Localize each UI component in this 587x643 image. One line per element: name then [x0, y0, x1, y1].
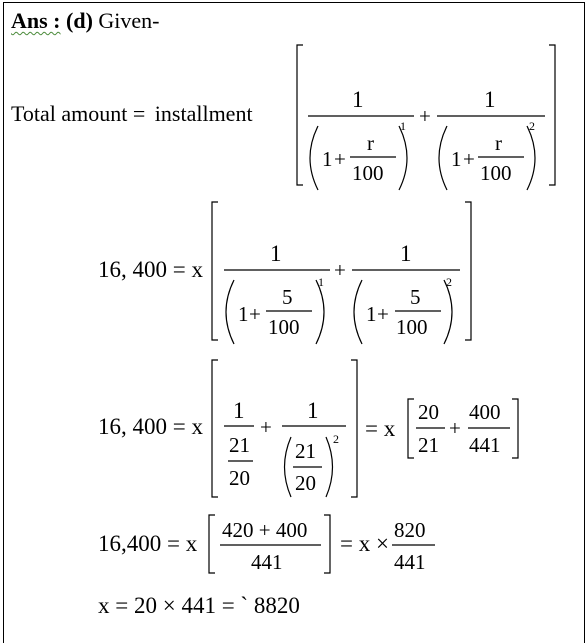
svg-text:100: 100	[352, 161, 384, 185]
svg-text:2: 2	[333, 432, 339, 446]
svg-text:1: 1	[270, 241, 282, 266]
svg-text:+: +	[334, 147, 346, 171]
l4-lhs: 16,400 = x	[98, 531, 198, 556]
svg-text:1: 1	[318, 275, 324, 289]
svg-text:1: 1	[233, 398, 245, 423]
l1-num1: 1	[352, 87, 364, 112]
svg-text:420 + 400: 420 + 400	[222, 518, 308, 542]
svg-text:5: 5	[410, 285, 421, 309]
svg-text:+: +	[377, 302, 389, 326]
installment-word: installment	[154, 101, 253, 126]
l3-lhs: 16, 400 = x	[98, 414, 203, 439]
ans-label: Ans :	[11, 8, 61, 33]
svg-text:20: 20	[418, 400, 439, 424]
option-label: (d)	[66, 8, 93, 33]
l1-num2: 1	[484, 87, 496, 112]
svg-text:20: 20	[295, 471, 316, 495]
line1-left-bracket	[297, 45, 303, 185]
given-label: Given-	[98, 8, 160, 33]
svg-text:441: 441	[251, 550, 283, 574]
l4-eqxx: = x ×	[340, 531, 389, 556]
svg-text:+: +	[260, 415, 272, 439]
svg-text:441: 441	[469, 433, 501, 457]
svg-text:2: 2	[529, 119, 535, 133]
svg-text:+: +	[334, 258, 346, 282]
svg-text:21: 21	[295, 439, 316, 463]
svg-text:21: 21	[229, 433, 250, 457]
svg-text:r: r	[367, 131, 374, 155]
svg-text:1: 1	[366, 302, 377, 326]
svg-text:r: r	[495, 131, 502, 155]
svg-text:1: 1	[400, 241, 412, 266]
svg-text:2: 2	[446, 275, 452, 289]
svg-text:400: 400	[469, 400, 501, 424]
svg-text:+: +	[449, 416, 461, 440]
final-result: x = 20 × 441 = ` 8820	[98, 593, 300, 618]
total-amount-text: Total amount =	[11, 101, 151, 126]
svg-text:441: 441	[394, 550, 426, 574]
svg-text:1: 1	[307, 398, 319, 423]
svg-text:21: 21	[418, 433, 439, 457]
svg-text:1: 1	[451, 147, 462, 171]
svg-text:1: 1	[238, 302, 249, 326]
svg-text:820: 820	[394, 518, 426, 542]
svg-text:1: 1	[400, 119, 406, 133]
svg-text:+: +	[463, 147, 475, 171]
svg-text:100: 100	[480, 161, 512, 185]
l2-lhs: 16, 400 = x	[98, 257, 203, 282]
l1-plus: +	[419, 104, 431, 128]
svg-text:5: 5	[282, 285, 293, 309]
svg-text:20: 20	[229, 466, 250, 490]
svg-text:+: +	[249, 302, 261, 326]
svg-text:1: 1	[322, 147, 333, 171]
svg-text:100: 100	[268, 315, 300, 339]
svg-text:100: 100	[396, 315, 428, 339]
l3-eqx: = x	[365, 416, 396, 441]
line1-right-bracket	[549, 45, 555, 185]
